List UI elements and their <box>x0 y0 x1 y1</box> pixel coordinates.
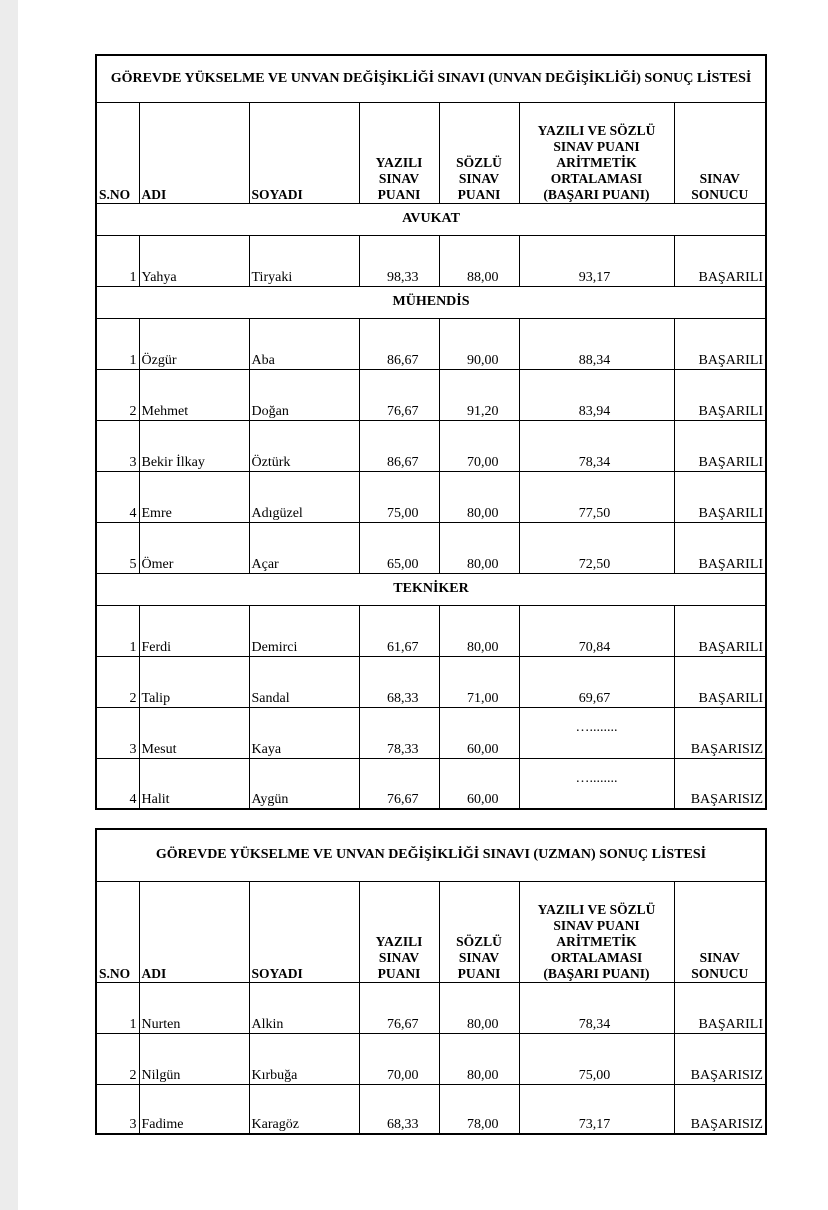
cell-sonuc: BAŞARILI <box>674 235 766 286</box>
cell-ortalama: 78,34 <box>519 982 674 1033</box>
cell-sozlu: 60,00 <box>439 707 519 758</box>
table-row <box>96 369 766 420</box>
cell-adi: Ferdi <box>139 605 249 656</box>
cell-ortalama: 69,67 <box>519 656 674 707</box>
cell-adi: Talip <box>139 656 249 707</box>
results-table-uzman <box>95 828 767 1135</box>
table-row <box>96 420 766 471</box>
header-yazili: YAZILI SINAV PUANI <box>359 881 439 982</box>
header-sozlu: SÖZLÜ SINAV PUANI <box>439 881 519 982</box>
header-ortalama: YAZILI VE SÖZLÜ SINAV PUANI ARİTMETİK ORTALAMASI (BAŞARI PUANI) <box>519 102 674 203</box>
cell-sozlu: 80,00 <box>439 982 519 1033</box>
cell-sonuc: BAŞARILI <box>674 522 766 573</box>
cell-soyadi: Aygün <box>249 758 359 809</box>
table-row <box>96 1084 766 1134</box>
cell-adi: Nilgün <box>139 1033 249 1084</box>
cell-sozlu: 78,00 <box>439 1084 519 1134</box>
cell-sonuc: BAŞARILI <box>674 471 766 522</box>
header-soyadi: SOYADI <box>249 881 359 982</box>
cell-adi: Emre <box>139 471 249 522</box>
header-adi: ADI <box>139 881 249 982</box>
cell-soyadi: Karagöz <box>249 1084 359 1134</box>
cell-ortalama: 93,17 <box>519 235 674 286</box>
cell-yazili: 61,67 <box>359 605 439 656</box>
cell-sno: 4 <box>96 758 139 809</box>
results-table-unvan <box>95 54 767 810</box>
cell-yazili: 76,67 <box>359 758 439 809</box>
table-row <box>96 982 766 1033</box>
cell-adi: Nurten <box>139 982 249 1033</box>
cell-sno: 3 <box>96 707 139 758</box>
table-row <box>96 656 766 707</box>
cell-soyadi: Kırbuğa <box>249 1033 359 1084</box>
cell-soyadi: Öztürk <box>249 420 359 471</box>
cell-sno: 3 <box>96 420 139 471</box>
cell-yazili: 98,33 <box>359 235 439 286</box>
cell-sozlu: 88,00 <box>439 235 519 286</box>
cell-soyadi: Açar <box>249 522 359 573</box>
cell-ortalama: 75,00 <box>519 1033 674 1084</box>
cell-sozlu: 70,00 <box>439 420 519 471</box>
table-title: GÖREVDE YÜKSELME VE UNVAN DEĞİŞİKLİĞİ SINAVI (UZMAN) SONUÇ LİSTESİ <box>96 829 766 881</box>
section-header <box>96 573 766 605</box>
table-row <box>96 471 766 522</box>
cell-sno: 2 <box>96 369 139 420</box>
cell-ortalama: 73,17 <box>519 1084 674 1134</box>
cell-sozlu: 60,00 <box>439 758 519 809</box>
cell-sonuc: BAŞARILI <box>674 369 766 420</box>
cell-yazili: 70,00 <box>359 1033 439 1084</box>
cell-ortalama: 77,50 <box>519 471 674 522</box>
cell-sno: 1 <box>96 235 139 286</box>
cell-sozlu: 90,00 <box>439 318 519 369</box>
section-title: TEKNİKER <box>96 573 766 605</box>
cell-adi: Mesut <box>139 707 249 758</box>
cell-sozlu: 80,00 <box>439 1033 519 1084</box>
cell-ortalama: 78,34 <box>519 420 674 471</box>
cell-soyadi: Adıgüzel <box>249 471 359 522</box>
section-header <box>96 203 766 235</box>
cell-soyadi: Kaya <box>249 707 359 758</box>
cell-sno: 4 <box>96 471 139 522</box>
cell-sozlu: 91,20 <box>439 369 519 420</box>
cell-yazili: 86,67 <box>359 318 439 369</box>
cell-yazili: 68,33 <box>359 1084 439 1134</box>
cell-ortalama: 88,34 <box>519 318 674 369</box>
cell-yazili: 68,33 <box>359 656 439 707</box>
table-row <box>96 758 766 809</box>
cell-sonuc: BAŞARILI <box>674 420 766 471</box>
cell-adi: Fadime <box>139 1084 249 1134</box>
table-title: GÖREVDE YÜKSELME VE UNVAN DEĞİŞİKLİĞİ SINAVI (UNVAN DEĞİŞİKLİĞİ) SONUÇ LİSTESİ <box>96 55 766 102</box>
cell-sonuc: BAŞARISIZ <box>674 1033 766 1084</box>
cell-sozlu: 80,00 <box>439 522 519 573</box>
cell-sno: 1 <box>96 982 139 1033</box>
header-sno: S.NO <box>96 102 139 203</box>
table-row <box>96 522 766 573</box>
table-row <box>96 1033 766 1084</box>
section-title: MÜHENDİS <box>96 286 766 318</box>
cell-adi: Yahya <box>139 235 249 286</box>
cell-sonuc: BAŞARILI <box>674 318 766 369</box>
cell-ortalama: …........ <box>519 707 674 758</box>
cell-sonuc: BAŞARISIZ <box>674 707 766 758</box>
cell-sno: 1 <box>96 605 139 656</box>
cell-sno: 1 <box>96 318 139 369</box>
table-row <box>96 605 766 656</box>
header-adi: ADI <box>139 102 249 203</box>
header-sonuc: SINAV SONUCU <box>674 102 766 203</box>
cell-sno: 5 <box>96 522 139 573</box>
table-row <box>96 318 766 369</box>
cell-sno: 2 <box>96 1033 139 1084</box>
cell-sonuc: BAŞARILI <box>674 982 766 1033</box>
cell-ortalama: 72,50 <box>519 522 674 573</box>
cell-sonuc: BAŞARILI <box>674 605 766 656</box>
cell-sno: 2 <box>96 656 139 707</box>
table-row <box>96 707 766 758</box>
cell-sno: 3 <box>96 1084 139 1134</box>
table-row <box>96 235 766 286</box>
cell-yazili: 75,00 <box>359 471 439 522</box>
cell-soyadi: Aba <box>249 318 359 369</box>
cell-soyadi: Tiryaki <box>249 235 359 286</box>
header-ortalama: YAZILI VE SÖZLÜ SINAV PUANI ARİTMETİK ORTALAMASI (BAŞARI PUANI) <box>519 881 674 982</box>
cell-yazili: 86,67 <box>359 420 439 471</box>
cell-sonuc: BAŞARISIZ <box>674 1084 766 1134</box>
header-sozlu: SÖZLÜ SINAV PUANI <box>439 102 519 203</box>
cell-adi: Ömer <box>139 522 249 573</box>
cell-adi: Bekir İlkay <box>139 420 249 471</box>
cell-ortalama: 70,84 <box>519 605 674 656</box>
cell-soyadi: Demirci <box>249 605 359 656</box>
cell-soyadi: Alkin <box>249 982 359 1033</box>
header-sno: S.NO <box>96 881 139 982</box>
cell-ortalama: 83,94 <box>519 369 674 420</box>
cell-ortalama: …........ <box>519 758 674 809</box>
cell-adi: Mehmet <box>139 369 249 420</box>
cell-soyadi: Doğan <box>249 369 359 420</box>
cell-sozlu: 80,00 <box>439 605 519 656</box>
section-title: AVUKAT <box>96 203 766 235</box>
header-sonuc: SINAV SONUCU <box>674 881 766 982</box>
cell-sozlu: 80,00 <box>439 471 519 522</box>
cell-yazili: 76,67 <box>359 982 439 1033</box>
cell-soyadi: Sandal <box>249 656 359 707</box>
cell-adi: Özgür <box>139 318 249 369</box>
cell-yazili: 78,33 <box>359 707 439 758</box>
header-soyadi: SOYADI <box>249 102 359 203</box>
cell-yazili: 76,67 <box>359 369 439 420</box>
cell-adi: Halit <box>139 758 249 809</box>
section-header <box>96 286 766 318</box>
cell-sozlu: 71,00 <box>439 656 519 707</box>
header-yazili: YAZILI SINAV PUANI <box>359 102 439 203</box>
cell-sonuc: BAŞARISIZ <box>674 758 766 809</box>
cell-sonuc: BAŞARILI <box>674 656 766 707</box>
cell-yazili: 65,00 <box>359 522 439 573</box>
